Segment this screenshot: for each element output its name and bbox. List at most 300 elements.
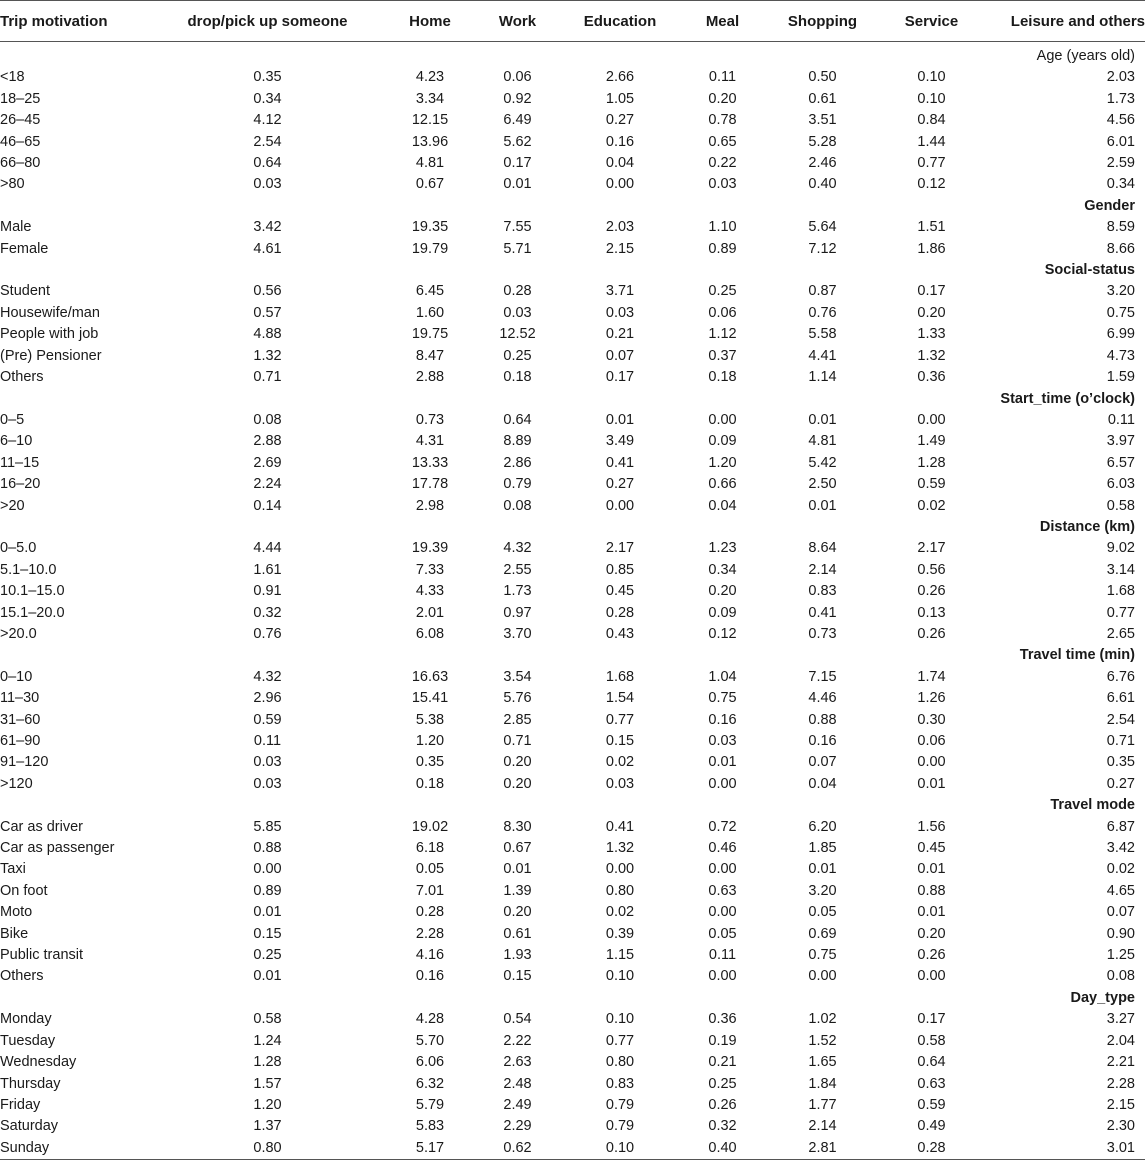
table-cell: 0.58 — [1106, 497, 1135, 514]
header-cell: Service — [890, 1, 973, 42]
table-cell: 0.26 — [708, 1096, 737, 1113]
table-cell: 0.01 — [605, 411, 635, 428]
table-cell: 0.49 — [917, 1118, 946, 1135]
table-cell: 1.68 — [605, 668, 635, 685]
table-cell: 0.90 — [1106, 925, 1135, 942]
table-cell: 2.03 — [605, 219, 635, 236]
table-cell: 0.64 — [917, 1054, 946, 1071]
section-title: Day_type — [1070, 989, 1135, 1006]
table-cell: 2.55 — [503, 561, 532, 578]
table-cell: 0.28 — [890, 1138, 973, 1160]
table-cell: 0.26 — [917, 947, 946, 964]
table-cell: 6.99 — [1106, 326, 1135, 343]
table-cell: 0.05 — [808, 904, 837, 921]
row-label: Student — [0, 283, 50, 300]
table-cell: 6.06 — [415, 1054, 445, 1071]
table-cell: 0.16 — [415, 968, 445, 985]
table-cell: 0.79 — [605, 1118, 635, 1135]
table-cell: 0.34 — [253, 90, 282, 107]
table-cell: 0.83 — [808, 583, 837, 600]
row-label: 46–65 — [0, 133, 41, 150]
table-cell: 0.59 — [917, 1096, 946, 1113]
row-label: Car as passenger — [0, 840, 115, 857]
table-cell: 0.25 — [503, 347, 532, 364]
table-cell: 19.39 — [411, 540, 449, 557]
table-cell: 0.37 — [708, 347, 737, 364]
table-cell: 0.75 — [1106, 304, 1135, 321]
table-cell: 0.87 — [808, 283, 837, 300]
table-cell: 2.81 — [755, 1138, 890, 1160]
table-cell: 0.30 — [917, 711, 946, 728]
table-cell: 0.27 — [605, 112, 635, 129]
table-cell: 0.26 — [917, 625, 946, 642]
table-cell: 0.20 — [708, 90, 737, 107]
header-cell: Leisure and others — [973, 1, 1145, 42]
table-cell: 0.01 — [503, 861, 532, 878]
table-cell: 1.44 — [917, 133, 946, 150]
section-title: Travel mode — [1050, 797, 1135, 814]
table-row — [0, 538, 1145, 559]
table-cell: 0.14 — [253, 497, 282, 514]
table-cell: 5.42 — [808, 454, 837, 471]
table-cell: 8.47 — [415, 347, 445, 364]
row-label: >80 — [0, 176, 25, 193]
table-cell: 2.14 — [808, 561, 837, 578]
table-cell: 0.59 — [253, 711, 282, 728]
table-cell: 0.88 — [917, 882, 946, 899]
table-row — [0, 1138, 1145, 1160]
row-label: 26–45 — [0, 112, 41, 129]
table-cell: 0.35 — [1106, 754, 1135, 771]
row-label: Housewife/man — [0, 304, 100, 321]
table-cell: 1.59 — [1106, 369, 1135, 386]
table-row — [0, 1031, 1145, 1052]
table-row — [0, 945, 1145, 966]
table-cell: 0.18 — [708, 369, 737, 386]
header-cell: Trip motivation — [0, 1, 160, 42]
table-cell: 0.22 — [708, 155, 737, 172]
table-row — [0, 132, 1145, 153]
table-cell: 17.78 — [411, 476, 449, 493]
table-cell: 0.20 — [917, 304, 946, 321]
table-cell: 0.10 — [917, 69, 946, 86]
table-cell: 0.88 — [253, 840, 282, 857]
table-cell: 1.28 — [253, 1054, 282, 1071]
table-cell: 1.37 — [253, 1118, 282, 1135]
table-cell: 4.16 — [415, 947, 445, 964]
table-cell: 0.21 — [605, 326, 635, 343]
section-title: Distance (km) — [1039, 518, 1135, 535]
table-cell: 0.12 — [708, 625, 737, 642]
table-cell: 0.02 — [1106, 861, 1135, 878]
table-cell: 2.15 — [1106, 1096, 1135, 1113]
table-row — [0, 67, 1145, 88]
table-cell: 0.07 — [1106, 904, 1135, 921]
table-cell: 4.31 — [415, 433, 445, 450]
table-row — [0, 474, 1145, 495]
table-cell: 1.02 — [808, 1011, 837, 1028]
table-row — [0, 817, 1145, 838]
table-cell: 0.77 — [605, 711, 635, 728]
table-cell: 2.59 — [1106, 155, 1135, 172]
table-cell: 0.78 — [708, 112, 737, 129]
table-cell: 7.01 — [415, 882, 445, 899]
table-cell: 0.03 — [253, 176, 282, 193]
table-cell: 0.66 — [708, 476, 737, 493]
table-cell: 0.80 — [605, 882, 635, 899]
table-cell: 0.00 — [917, 968, 946, 985]
table-cell: 2.98 — [415, 497, 445, 514]
section-header-row — [0, 795, 1145, 816]
table-cell: 0.07 — [808, 754, 837, 771]
table-cell: 0.20 — [708, 583, 737, 600]
table-cell: 0.16 — [808, 733, 837, 749]
table-cell: 0.04 — [605, 155, 635, 172]
row-label: 0–5.0 — [0, 540, 37, 557]
table-cell: 0.79 — [605, 1096, 635, 1113]
table-cell: 0.01 — [808, 497, 837, 514]
row-label: 6–10 — [0, 433, 33, 450]
table-cell: 0.00 — [808, 968, 837, 985]
row-label: 16–20 — [0, 476, 41, 493]
table-cell: 5.28 — [808, 133, 837, 150]
table-cell: 1.33 — [917, 326, 946, 343]
table-cell: 5.62 — [503, 133, 532, 150]
table-cell: 5.71 — [503, 240, 532, 257]
table-row — [0, 239, 1145, 260]
table-cell: 0.09 — [708, 433, 737, 450]
table-cell: 0.72 — [708, 818, 737, 835]
row-label: Tuesday — [0, 1032, 56, 1049]
table-cell: 1.20 — [708, 454, 737, 471]
table-cell: 0.57 — [253, 304, 282, 321]
table-cell: 15.41 — [411, 690, 449, 707]
table-cell: 1.74 — [917, 668, 946, 685]
header-row — [0, 1, 1145, 42]
table-row — [0, 1074, 1145, 1095]
table-cell: 2.88 — [415, 369, 445, 386]
table-cell: 1.85 — [808, 840, 837, 857]
table-cell: 0.89 — [253, 882, 282, 899]
table-cell: 0.73 — [415, 411, 445, 428]
table-cell: 6.01 — [1106, 133, 1135, 150]
table-row — [0, 667, 1145, 688]
row-label: Friday — [0, 1096, 41, 1113]
table-cell: 0.64 — [253, 155, 282, 172]
table-cell: 0.06 — [917, 733, 946, 749]
table-row — [0, 1052, 1145, 1073]
table-cell: 0.07 — [605, 347, 635, 364]
table-cell: 0.75 — [708, 690, 737, 707]
table-cell: 1.73 — [1106, 90, 1135, 107]
table-cell: 2.30 — [1106, 1118, 1135, 1135]
table-cell: 0.00 — [253, 861, 282, 878]
table-cell: 4.46 — [808, 690, 837, 707]
table-cell: 0.12 — [917, 176, 946, 193]
table-row — [0, 453, 1145, 474]
table-cell: 19.02 — [411, 818, 449, 835]
row-label: Public transit — [0, 947, 84, 964]
table-cell: 3.51 — [808, 112, 837, 129]
table-cell: 3.34 — [415, 90, 445, 107]
table-cell: 0.11 — [708, 947, 737, 964]
table-row — [0, 281, 1145, 302]
table-cell: 2.96 — [253, 690, 282, 707]
table-cell: 4.56 — [1106, 112, 1135, 129]
table-cell: 0.00 — [708, 968, 737, 985]
table-row — [0, 324, 1145, 345]
table-row — [0, 89, 1145, 110]
table-cell: 0.01 — [253, 904, 282, 921]
table-cell: 3.42 — [1106, 840, 1135, 857]
section-title: Travel time (min) — [1019, 647, 1135, 664]
row-label: Male — [0, 219, 32, 236]
table-cell: 6.03 — [1106, 476, 1135, 493]
table-cell: 0.91 — [253, 583, 282, 600]
table-cell: 8.66 — [1106, 240, 1135, 257]
table-cell: 0.04 — [808, 775, 837, 792]
table-cell: 4.33 — [415, 583, 445, 600]
row-label: Others — [0, 968, 44, 985]
table-cell: 13.96 — [411, 133, 449, 150]
table-cell: 4.73 — [1106, 347, 1135, 364]
table-cell: 0.71 — [253, 369, 282, 386]
table-cell: 19.79 — [411, 240, 449, 257]
table-cell: 0.58 — [253, 1011, 282, 1028]
table-cell: 0.39 — [605, 925, 635, 942]
table-row — [0, 924, 1145, 945]
table-cell: 2.63 — [503, 1054, 532, 1071]
table-cell: 0.00 — [708, 861, 737, 878]
section-header-row — [0, 517, 1145, 538]
table-row — [0, 752, 1145, 773]
table-cell: 0.18 — [503, 369, 532, 386]
table-cell: 1.49 — [917, 433, 946, 450]
row-label: Bike — [0, 925, 29, 942]
table-cell: 13.33 — [411, 454, 449, 471]
table-cell: 0.32 — [253, 604, 282, 621]
table-cell: 2.17 — [917, 540, 946, 557]
table-cell: 2.50 — [808, 476, 837, 493]
table-cell: 0.83 — [605, 1075, 635, 1092]
header-cell: Shopping — [755, 1, 890, 42]
table-cell: 1.25 — [1106, 947, 1135, 964]
table-cell: 1.10 — [708, 219, 737, 236]
table-cell: 1.04 — [708, 668, 737, 685]
section-title: Gender — [1084, 197, 1135, 214]
table-cell: 3.54 — [503, 668, 532, 685]
table-cell: 0.00 — [605, 861, 635, 878]
section-title: Start_time (o’clock) — [1000, 390, 1135, 407]
table-cell: 5.64 — [808, 219, 837, 236]
table-cell: 0.02 — [605, 754, 635, 771]
row-label: Others — [0, 369, 44, 386]
table-cell: 0.01 — [253, 968, 282, 985]
table-cell: 6.76 — [1106, 668, 1135, 685]
table-cell: 0.67 — [503, 840, 532, 857]
table-cell: 0.15 — [605, 733, 635, 749]
table-body — [0, 42, 1145, 1160]
row-label: 91–120 — [0, 754, 49, 771]
table-cell: 4.81 — [808, 433, 837, 450]
table-header — [0, 1, 1145, 42]
table-cell: 7.12 — [808, 240, 837, 257]
table-cell: 0.34 — [1106, 176, 1135, 193]
table-cell: 5.17 — [375, 1138, 485, 1160]
table-cell: 0.62 — [485, 1138, 550, 1160]
table-cell: 12.52 — [499, 326, 536, 343]
section-header-row — [0, 196, 1145, 217]
table-row — [0, 966, 1145, 987]
table-cell: 2.86 — [503, 454, 532, 471]
row-label: People with job — [0, 326, 99, 343]
table-cell: 0.80 — [160, 1138, 375, 1160]
table-cell: 0.88 — [808, 711, 837, 728]
table-cell: 6.61 — [1106, 690, 1135, 707]
row-label: <18 — [0, 69, 25, 86]
table-cell: 0.00 — [605, 176, 635, 193]
row-label: (Pre) Pensioner — [0, 347, 102, 364]
table-cell: 6.87 — [1106, 818, 1135, 835]
table-cell: 0.05 — [708, 925, 737, 942]
table-cell: 0.21 — [708, 1054, 737, 1071]
table-cell: 4.32 — [503, 540, 532, 557]
table-cell: 2.03 — [1106, 69, 1135, 86]
table-cell: 2.14 — [808, 1118, 837, 1135]
table-cell: 2.24 — [253, 476, 282, 493]
table-row — [0, 110, 1145, 131]
table-cell: 0.03 — [605, 775, 635, 792]
table-cell: 8.89 — [503, 433, 532, 450]
table-cell: 2.01 — [415, 604, 445, 621]
header-cell: Home — [375, 1, 485, 42]
table-row — [0, 838, 1145, 859]
table-cell: 1.65 — [808, 1054, 837, 1071]
table-row — [0, 731, 1145, 752]
table-cell: 0.20 — [503, 904, 532, 921]
header-cell: Work — [485, 1, 550, 42]
table-cell: 0.59 — [917, 476, 946, 493]
table-cell: 0.69 — [808, 925, 837, 942]
table-cell: 0.92 — [503, 90, 532, 107]
table-cell: 0.06 — [708, 304, 737, 321]
table-cell: 0.80 — [605, 1054, 635, 1071]
row-label: Thursday — [0, 1075, 61, 1092]
table-cell: 19.75 — [411, 326, 449, 343]
table-cell: 0.00 — [708, 775, 737, 792]
table-cell: 0.01 — [808, 861, 837, 878]
table-cell: 5.58 — [808, 326, 837, 343]
table-cell: 1.28 — [917, 454, 946, 471]
table-cell: 1.39 — [503, 882, 532, 899]
row-label: Moto — [0, 904, 33, 921]
table-cell: 0.00 — [917, 411, 946, 428]
table-cell: 0.43 — [605, 625, 635, 642]
table-cell: 1.86 — [917, 240, 946, 257]
table-cell: 0.67 — [415, 176, 445, 193]
table-cell: 1.32 — [253, 347, 282, 364]
table-cell: 0.97 — [503, 604, 532, 621]
row-label: 61–90 — [0, 733, 41, 749]
table-cell: 0.17 — [917, 283, 946, 300]
table-cell: 6.08 — [415, 625, 445, 642]
table-cell: 0.03 — [253, 775, 282, 792]
table-cell: 1.52 — [808, 1032, 837, 1049]
table-cell: 1.93 — [503, 947, 532, 964]
table-cell: 0.10 — [605, 968, 635, 985]
table-cell: 6.20 — [808, 818, 837, 835]
table-cell: 2.28 — [1106, 1075, 1135, 1092]
table-cell: 0.08 — [503, 497, 532, 514]
table-row — [0, 603, 1145, 624]
table-cell: 4.32 — [253, 668, 282, 685]
row-label: 0–10 — [0, 668, 33, 685]
table-row — [0, 774, 1145, 795]
table-cell: 0.01 — [708, 754, 737, 771]
table-cell: 0.20 — [917, 925, 946, 942]
table-cell: 4.81 — [415, 155, 445, 172]
table-cell: 4.12 — [253, 112, 282, 129]
table-row — [0, 1116, 1145, 1137]
table-cell: 1.26 — [917, 690, 946, 707]
table-cell: 0.03 — [253, 754, 282, 771]
table-row — [0, 174, 1145, 195]
table-cell: 0.19 — [708, 1032, 737, 1049]
table-cell: 0.41 — [605, 454, 635, 471]
table-cell: 0.27 — [1106, 775, 1135, 792]
table-cell: 2.49 — [503, 1096, 532, 1113]
table-cell: 0.05 — [415, 861, 445, 878]
table-cell: 0.34 — [708, 561, 737, 578]
table-cell: 16.63 — [411, 668, 449, 685]
row-label: Taxi — [0, 861, 26, 878]
table-cell: 3.70 — [503, 625, 532, 642]
table-cell: 0.76 — [808, 304, 837, 321]
table-cell: 0.64 — [503, 411, 532, 428]
table-cell: 0.16 — [708, 711, 737, 728]
table-cell: 1.60 — [415, 304, 445, 321]
table-cell: 2.28 — [415, 925, 445, 942]
table-cell: 0.25 — [708, 1075, 737, 1092]
section-header-row — [0, 260, 1145, 281]
row-label: >20 — [0, 497, 25, 514]
table-row — [0, 581, 1145, 602]
table-cell: 7.15 — [808, 668, 837, 685]
table-cell: 0.75 — [808, 947, 837, 964]
table-cell: 5.76 — [503, 690, 532, 707]
table-cell: 0.00 — [605, 497, 635, 514]
table-cell: 0.76 — [253, 625, 282, 642]
row-label: 66–80 — [0, 155, 41, 172]
table-cell: 1.56 — [917, 818, 946, 835]
table-cell: 2.15 — [605, 240, 635, 257]
table-cell: 3.42 — [253, 219, 282, 236]
table-cell: 0.20 — [503, 775, 532, 792]
table-cell: 0.45 — [917, 840, 946, 857]
row-label: 10.1–15.0 — [0, 583, 65, 600]
table-cell: 12.15 — [411, 112, 449, 129]
table-cell: 0.61 — [808, 90, 837, 107]
table-row — [0, 496, 1145, 517]
table-cell: 0.10 — [550, 1138, 690, 1160]
table-cell: 1.32 — [917, 347, 946, 364]
table-cell: 0.41 — [808, 604, 837, 621]
table-cell: 0.28 — [503, 283, 532, 300]
table-cell: 2.88 — [253, 433, 282, 450]
table-cell: 0.17 — [917, 1011, 946, 1028]
table-cell: 5.38 — [415, 711, 445, 728]
table-row — [0, 859, 1145, 880]
